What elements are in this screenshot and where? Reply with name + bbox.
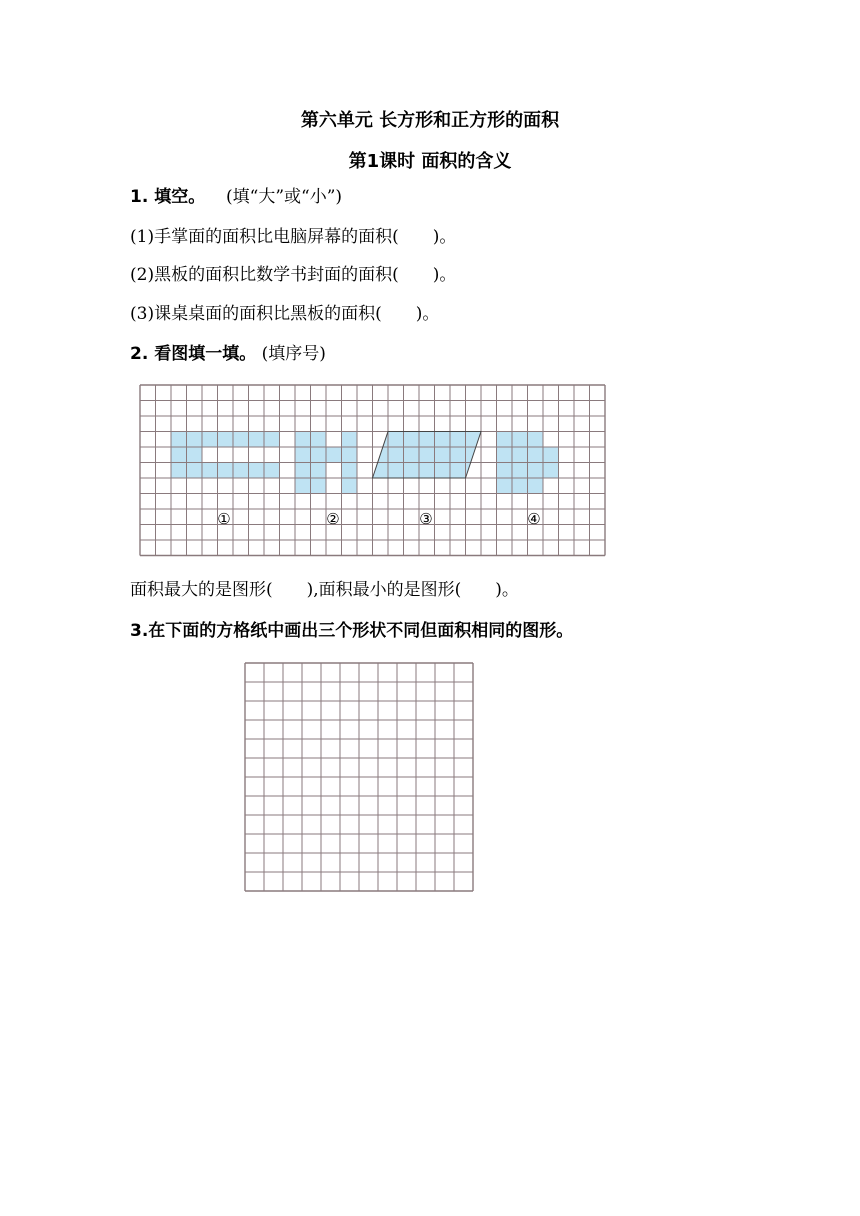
question-2-hint: (填序号) <box>261 344 326 364</box>
shape-4-fill <box>497 478 544 494</box>
question-1-item-3: (3)课桌桌面的面积比黑板的面积( )。 <box>130 304 440 324</box>
drawing-grid[interactable] <box>245 663 473 891</box>
unit-title: 第六单元 长方形和正方形的面积 <box>300 110 560 131</box>
question-1-header <box>130 185 342 209</box>
shape-label-1: ① <box>217 510 231 528</box>
shape-1-fill <box>171 463 280 479</box>
shape-label-4: ④ <box>527 510 541 528</box>
question-1-item-2: (2)黑板的面积比数学书封面的面积( )。 <box>130 265 457 285</box>
question-1-hint: (填“大”或“小”) <box>226 187 343 207</box>
question-2-header <box>130 342 326 366</box>
shape-1-fill <box>171 432 280 448</box>
shape-labels <box>217 510 540 528</box>
shape-label-2: ② <box>326 510 340 528</box>
question-3-label: 3.在下面的方格纸中画出三个形状不同但面积相同的图形。 <box>130 621 574 641</box>
question-2-answer-line: 面积最大的是图形( ),面积最小的是图形( )。 <box>130 580 519 600</box>
question-3-header <box>130 619 573 643</box>
question-1-item-1: (1)手掌面的面积比电脑屏幕的面积( )。 <box>130 227 457 247</box>
shape-2-fill <box>326 447 342 463</box>
shape-4-fill <box>497 432 544 448</box>
shape-3-fill <box>373 432 482 479</box>
question-2-label: 2. 看图填一填。 <box>130 344 257 364</box>
shape-label-3: ③ <box>419 510 433 528</box>
drawing-grid-lines <box>245 663 473 891</box>
question-1-label: 1. 填空。 <box>130 187 206 207</box>
shape-grid-figure <box>140 385 605 557</box>
lesson-title: 第1课时 面积的含义 <box>348 151 512 172</box>
